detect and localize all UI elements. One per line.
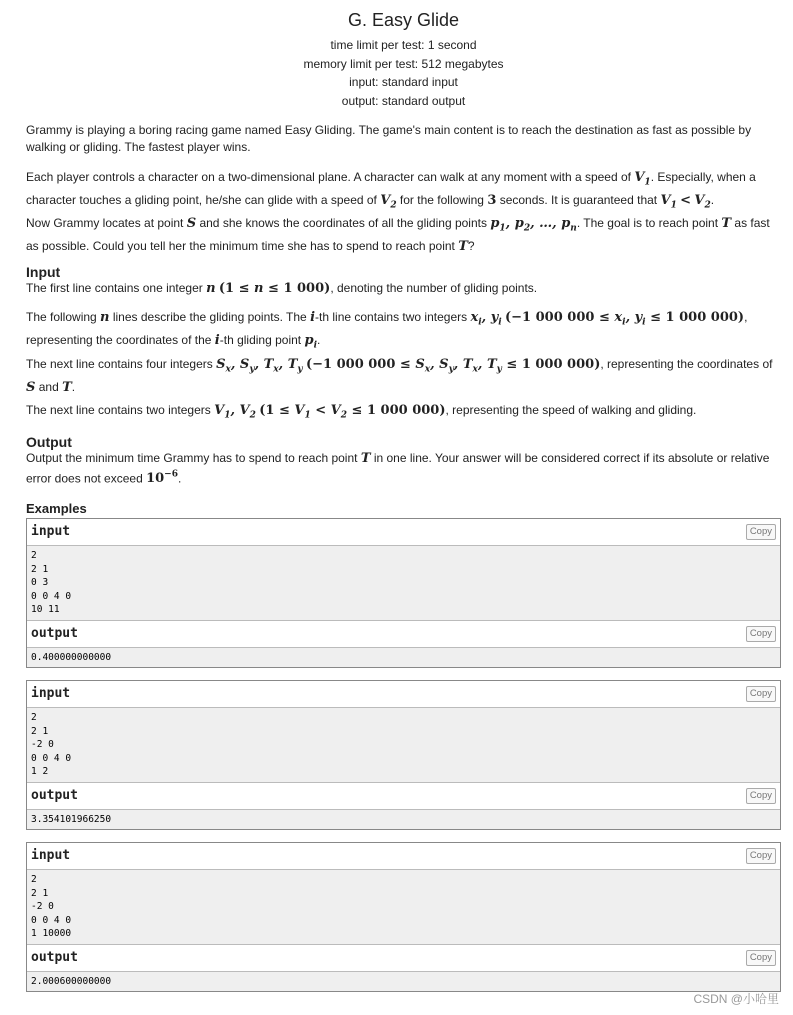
input-line-4: The next line contains two integers $V_1$, $V_2$ ($1 \le V_1 < V_2 \le 1$ 000 000), representing the speed of walking and gliding. [26,403,697,421]
input-line-1: The first line contains one integer n (1 ≤ n ≤ 1 000), denoting the number of gliding points. [26,281,538,296]
example-output-header: output Copy [27,944,780,972]
copy-button[interactable]: Copy [746,686,776,702]
problem-title: G. Easy Glide [347,10,460,30]
example-input-header: input Copy [27,519,780,546]
time-limit: time limit per test: 1 second [330,38,477,52]
example-input-header: input Copy [27,843,780,870]
output-text: Output the minimum time Grammy has to spend to reach point T in one line. Your answer will be considered correct if its absolute or relative error does not exceed $10^{-6}$. [26,451,770,487]
example-1 [26,518,781,668]
example-input: 2 2 1 0 3 0 0 4 0 10 11 [27,546,780,620]
problem-page [26,0,781,987]
input-file: input: standard input [349,75,458,89]
input-line-3: The next line contains four integers $S_x$, $S_y$, $T_x$, $T_y$ (−1 000 $000 \le S_x$, $S_y$, $T_x$, $T_y \le 1$ 000 000), representing the coordinates of S and T. [26,357,773,395]
copy-button[interactable]: Copy [746,848,776,864]
copy-button[interactable]: Copy [746,626,776,642]
memory-limit: memory limit per test: 512 megabytes [303,56,504,71]
csdn-watermark: CSDN @小哈里 [693,992,779,1006]
input-heading: Input [26,264,61,280]
output-heading: Output [26,434,72,450]
problem-limits [26,36,781,110]
example-output-header: output Copy [27,782,780,810]
example-output: 2.000600000000 [27,972,780,991]
example-input: 2 2 1 -2 0 0 0 4 0 1 2 [27,708,780,782]
example-input: 2 2 1 -2 0 0 0 4 0 1 10000 [27,870,780,944]
statement-paragraph-1: Grammy is playing a boring racing game named Easy Gliding. The game's main content is to reach the destination as fast as possible by walking or gliding. The fastest player wins. [26,123,752,154]
example-2 [26,680,781,830]
example-output-header: output Copy [27,620,780,648]
examples-heading: Examples [26,501,87,516]
copy-button[interactable]: Copy [746,950,776,966]
example-output: 0.400000000000 [27,648,780,667]
example-output: 3.354101966250 [27,810,780,829]
statement-paragraph-2: Each player controls a character on a two-dimensional plane. A character can walk at any moment with a speed of $V_1$. Especially, when a character touches a gliding point, he/she can glide with a speed of $V_2$ for the following 3 seconds. It is guaranteed that $V_1 < V_2$. [26,170,756,211]
statement-paragraph-3: Now Grammy locates at point S and she knows the coordinates of all the gliding points $p_1$, $p_2$, …, $p_n$. The goal is to reach point T as fast as possible. Could you tell her the minimum time she has to spend to reach point T? [26,216,770,254]
output-file: output: standard output [341,93,466,108]
example-3 [26,842,781,992]
copy-button[interactable]: Copy [746,788,776,804]
input-line-2: The following n lines describe the gliding points. The i-th line contains two integers $x_i$, $y_i$ (−1 000 $000 \le x_i$, $y_i \le 1$ 000 000), representing the coordinates of the i-th gliding point $p_i$. [26,310,748,351]
copy-button[interactable]: Copy [746,524,776,540]
example-input-header: input Copy [27,681,780,708]
